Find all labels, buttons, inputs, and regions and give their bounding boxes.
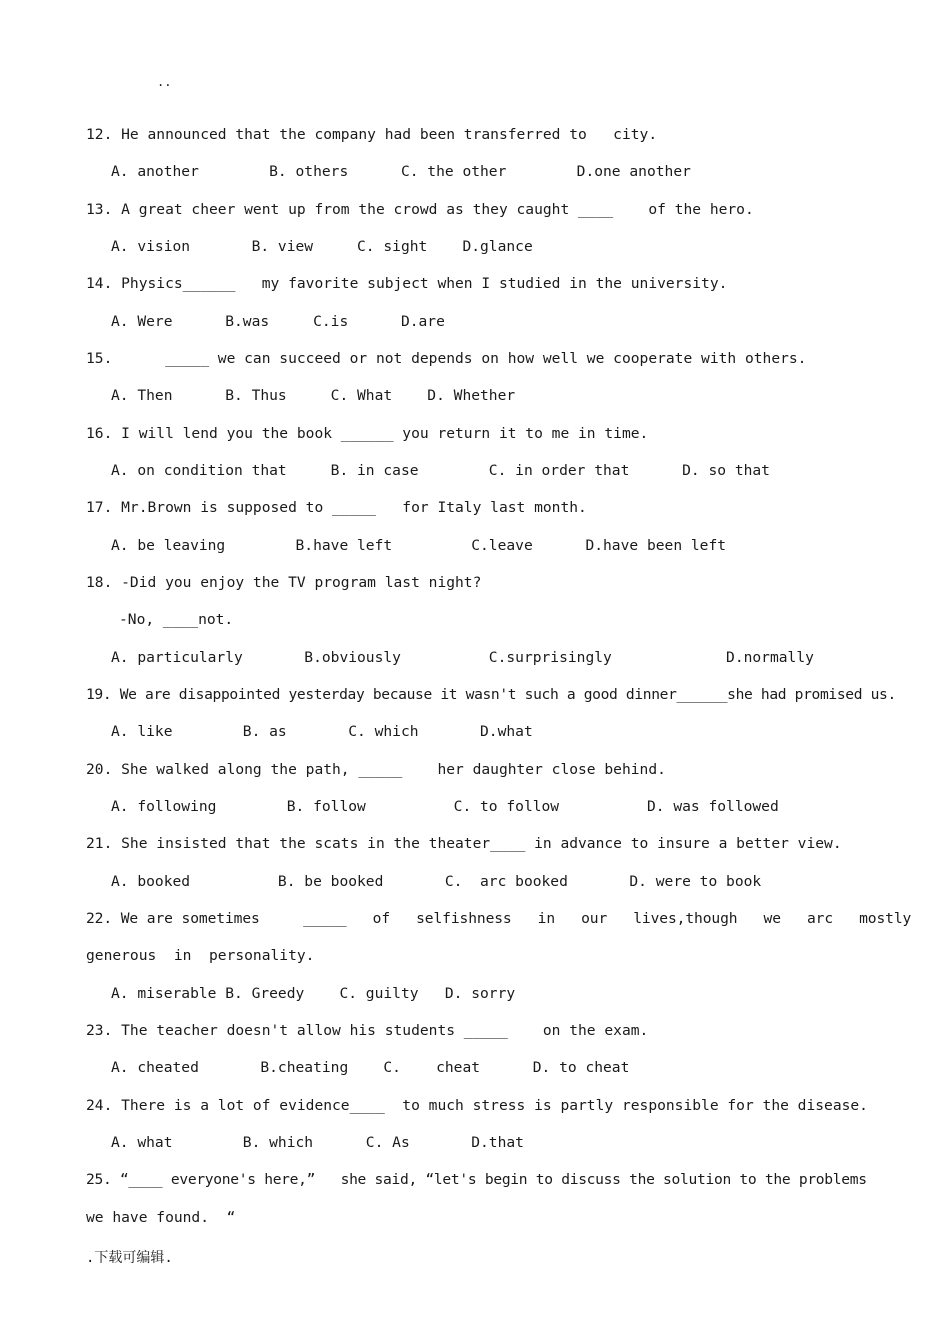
question-16-stem: 16. I will lend you the book ______ you return it to me in time.	[86, 425, 649, 442]
question-13-options: A. vision B. view C. sight D.glance	[111, 238, 533, 255]
question-21-options: A. booked B. be booked C. arc booked D. were to book	[111, 873, 762, 890]
question-23-stem: 23. The teacher doesn't allow his students _____ on the exam.	[86, 1022, 649, 1039]
question-24-options: A. what B. which C. As D.that	[111, 1134, 524, 1151]
question-18-reply: -No, ____not.	[119, 611, 234, 628]
question-22-options: A. miserable B. Greedy C. guilty D. sorry	[111, 985, 516, 1002]
question-16-options: A. on condition that B. in case C. in order that D. so that	[111, 462, 770, 479]
question-20-stem: 20. She walked along the path, _____ her daughter close behind.	[86, 761, 666, 778]
question-18-stem: 18. -Did you enjoy the TV program last night?	[86, 574, 482, 591]
question-17-options: A. be leaving B.have left C.leave D.have been left	[111, 537, 727, 554]
question-17-stem: 17. Mr.Brown is supposed to _____ for Italy last month.	[86, 499, 587, 516]
question-14-stem: 14. Physics______ my favorite subject when I studied in the university.	[86, 275, 728, 292]
question-12-stem: 12. He announced that the company had been transferred to city.	[86, 126, 658, 143]
question-23-options: A. cheated B.cheating C. cheat D. to cheat	[111, 1059, 630, 1076]
question-25-stem: 25. “____ everyone's here,” she said, “let's begin to discuss the solution to the problems	[86, 1171, 867, 1188]
question-22-stem-continued: generous in personality.	[86, 947, 315, 964]
question-18-options: A. particularly B.obviously C.surprisingly D.normally	[111, 649, 814, 666]
question-25-stem-continued: we have found. “	[86, 1209, 236, 1226]
question-15-stem: 15. _____ we can succeed or not depends on how well we cooperate with others.	[86, 350, 807, 367]
question-19-options: A. like B. as C. which D.what	[111, 723, 533, 740]
question-19-stem: 19. We are disappointed yesterday because it wasn't such a good dinner______she had promised us.	[86, 686, 896, 703]
question-15-options: A. Then B. Thus C. What D. Whether	[111, 387, 516, 404]
question-14-options: A. Were B.was C.is D.are	[111, 313, 445, 330]
question-24-stem: 24. There is a lot of evidence____ to much stress is partly responsible for the disease.	[86, 1097, 868, 1114]
question-20-options: A. following B. follow C. to follow D. was followed	[111, 798, 779, 815]
question-12-options: A. another B. others C. the other D.one another	[111, 163, 691, 180]
top-mark: ..	[157, 75, 172, 89]
page-footer: .下载可编辑.	[86, 1250, 173, 1266]
question-13-stem: 13. A great cheer went up from the crowd as they caught ____ of the hero.	[86, 201, 754, 218]
question-22-stem: 22. We are sometimes _____ of selfishness in our lives,though we arc mostly	[86, 910, 912, 927]
question-21-stem: 21. She insisted that the scats in the theater____ in advance to insure a better view.	[86, 835, 842, 852]
